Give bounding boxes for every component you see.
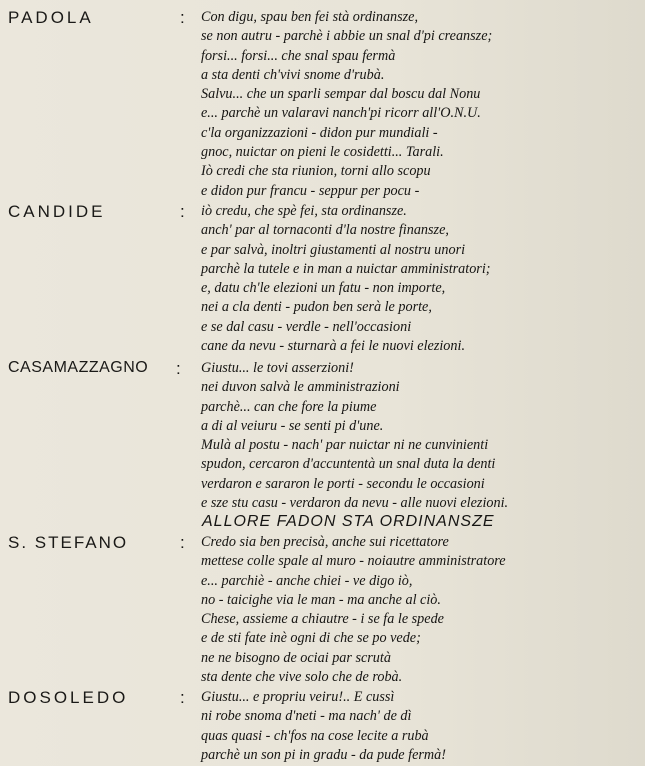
verse-lines <box>201 688 446 765</box>
verse-line: a di al veiuru - se senti pi d'une. <box>201 417 384 434</box>
verse-line: Credo sia ben precisà, anche sui ricettatore <box>201 534 449 550</box>
closing-statement: ALLORE FADON STA ORDINANSZE <box>202 513 495 530</box>
verse-line: parchè... can che fore la piume <box>201 398 377 415</box>
verse-line: nei a cla denti - pudon ben serà le porte, <box>201 299 432 316</box>
verse-line: forsi... forsi... che snal spau fermà <box>201 47 396 64</box>
speaker-name: CASAMAZZAGNO <box>8 359 149 376</box>
verse-line: ni robe snoma d'neti - ma nach' de dì <box>201 708 412 725</box>
verse-line: nei duvon salvà le amministrazioni <box>201 379 400 396</box>
verse-line: anch' par al tornaconti d'la nostre finansze, <box>201 222 449 239</box>
verse-line: Giustu... le tovi asserzioni! <box>201 360 354 376</box>
verse-line: e, datu ch'le elezioni un fatu - non importe, <box>201 280 446 297</box>
speaker-colon: : <box>180 533 185 552</box>
verse-line: sta dente che vive solo che de robà. <box>201 669 403 686</box>
verse-line: iò credu, che spè fei, sta ordinansze. <box>201 203 407 219</box>
verse-line: no - taicighe via le man - ma anche al ciò. <box>201 591 441 608</box>
speaker-name: DOSOLEDO <box>8 688 129 707</box>
verse-line: e didon pur francu - seppur per pocu - <box>201 182 420 199</box>
verse-line: a sta denti ch'vivi snome d'rubà. <box>201 66 385 83</box>
speaker-colon: : <box>180 688 185 707</box>
speaker-colon: : <box>180 202 185 221</box>
verse-line: cane da nevu - sturnarà a fei le nuovi elezioni. <box>201 338 465 355</box>
verse-line: e sze stu casu - verdaron da nevu - alle nuovi elezioni. <box>201 495 509 512</box>
verse-line: Con digu, spau ben fei stà ordinansze, <box>201 9 419 25</box>
speaker-colon: : <box>176 359 181 378</box>
verse-line: parchè un son pi in gradu - da pude fermà! <box>201 746 446 763</box>
verse-line: Giustu... e propriu veiru!.. E cussì <box>201 689 395 705</box>
verse-line: Chese, assieme a chiautre - i se fa le spede <box>201 611 444 628</box>
verse-line: e... parchiè - anche chiei - ve digo iò, <box>201 572 413 589</box>
verse-line: Salvu... che un sparli sempar dal boscu dal Nonu <box>201 86 481 103</box>
verse-line: spudon, cercaron d'accuntentà un snal duta la denti <box>201 456 496 473</box>
verse-line: e par salvà, inoltri giustamenti al nostru unori <box>201 241 466 258</box>
speaker-name: S. STEFANO <box>8 533 129 552</box>
verse-line: verdaron e sararon le porti - secondu le occasioni <box>201 475 485 492</box>
verse-lines <box>201 202 491 356</box>
verse-lines <box>201 359 508 513</box>
verse-line: ne ne bisogno de ociai par scrutà <box>201 649 391 666</box>
speaker-name: PADOLA <box>8 8 94 27</box>
speaker-colon: : <box>180 8 185 27</box>
verse-line: e se dal casu - verdle - nell'occasioni <box>201 318 412 335</box>
verse-line: mettese colle spale al muro - noiautre amministratore <box>201 553 506 570</box>
verse-line: se non autru - parchè i abbie un snal d'pi creansze; <box>201 28 493 45</box>
verse-line: e... parchè un valaravi nanch'pi ricorr all'O.N.U. <box>201 105 481 122</box>
verse-line: gnoc, nuictar on pieni le cosidetti... Tarali. <box>201 144 444 161</box>
verse-line: parchè la tutele e in man a nuictar amministratori; <box>201 260 491 277</box>
verse-line: quas quasi - ch'fos na cose lecite a rubà <box>201 727 429 744</box>
verse-lines <box>201 533 506 687</box>
speaker-name: CANDIDE <box>8 202 106 221</box>
verse-lines <box>201 8 492 201</box>
verse-line: e de sti fate inè ogni di che se po vede; <box>201 630 421 647</box>
verse-line: Iò credi che sta riunion, torni allo scopu <box>201 163 431 180</box>
verse-line: Mulà al postu - nach' par nuictar ni ne cunvinienti <box>201 437 489 454</box>
verse-line: c'la organizzazioni - didon pur mundiali - <box>201 124 438 141</box>
